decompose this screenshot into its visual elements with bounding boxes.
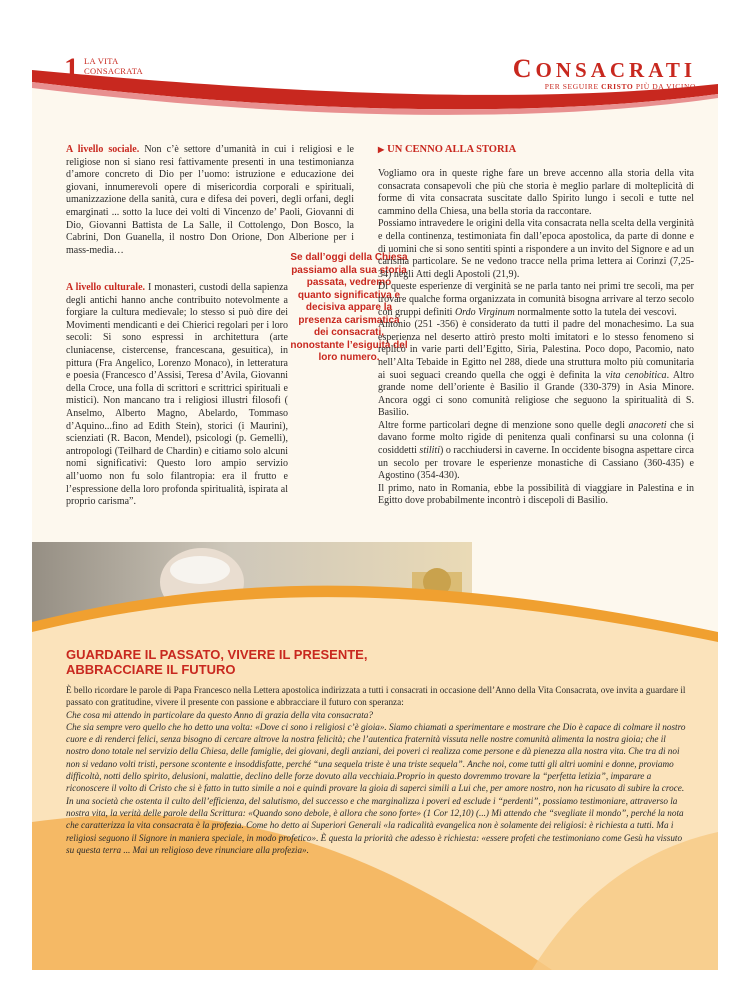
bottom-text [66, 684, 686, 856]
section-number: 1 [64, 52, 79, 85]
logo-title [513, 54, 696, 84]
history-p2: Possiamo intravedere le origini della vita consacrata nella scelta della verginità e della continenza, testimoniata fin dall’epoca apostolica, da parte di donne e di uomini che si sono sentiti spinti a rispondere a un invito del Signore e ad un carisma particolare. Se ne vedono tracce nella prima lettera ai Corinzi (7,25-34) negli Atti degli Apostoli (21,9). [378, 218, 694, 280]
history-p5-c: ) o racchiudersi in caverne. In occidente bisogna aspettare circa un secolo per trovare le esperienze monastiche di Cassiano (360-435) e Agostino (354-430). [378, 445, 694, 482]
culture-paragraph [66, 282, 288, 509]
history-p5-italic1: anacoreti [628, 419, 667, 431]
logo-title-rest: ONSACRATI [535, 58, 696, 82]
left-column-top [66, 144, 354, 257]
section-label-line2: CONSACRATA [84, 66, 143, 76]
history-p4 [378, 319, 694, 420]
bottom-question: Che cosa mi attendo in particolare da questo Anno di grazia della vita consacrata? [66, 709, 373, 720]
history-p4-b: . Altro grande nome dell’oriente è Basilio il Grande (330-379) in Asia Minore. Ancora oggi ci sono comunità religiose che seguono la spiritualità di S. Basilio. [378, 369, 694, 419]
history-p3-italic: Ordo Virginum [454, 306, 515, 318]
culture-lead: A livello culturale. [66, 282, 146, 293]
right-column [378, 168, 694, 508]
history-p5-a: Altre forme particolari degne di menzione sono quelle degli [378, 419, 629, 431]
left-column-culture [66, 282, 288, 509]
pull-quote: Se dall’oggi della Chiesa passiamo alla sua storia passata, vedremo quanto significativa e decisiva appare la presenza carismatica dei consacrati, nonostante l’esiguità del loro numero. [290, 252, 408, 363]
magazine-logo [513, 54, 696, 91]
history-p5-b: che si davano forme molto rigide di penitenza quali confinarsi su una colonna (i cosiddetti [378, 419, 694, 457]
history-p5-italic2: stiliti [419, 445, 440, 457]
history-p3 [378, 281, 694, 319]
culture-text: I monasteri, custodi della sapienza degli antichi hanno anche contribuito notevolmente a forgiare la cultura medievale; lo stesso si può dire dei Movimenti mendicanti e dei Chierici regolari per i loro secoli: Si sono espressi in architettura (arte cluniacense, cistercense, francescana, gesuitica), in pittura (Fra Angelico, Lorenzo Monaco), in letteratura e poesia (Francesco d’Assisi, Teresa d’Avila, Giovanni della Croce, una folla di scrittori e scrittrici spirituali e mistici). Non mancano tra i religiosi illustri filosofi ( Anselmo, Alberto Magno, Abelardo, Tommaso d’Aquino...fino ad Edith Stein), storici (i Maurini), scienziati (R. Bacon, Mendel), psicologi (p. Gemelli), antropologi (Teilhard de Chardin) e citiamo solo alcuni nomi significativi: Questo loro ampio servizio all’uomo non fu solo filantropia: era il frutto e l’espressione della loro profonda spiritualità, ispirata al proprio carisma”. [66, 282, 288, 508]
history-p3-a: Di queste esperienze di verginità se ne parla tanto nei primi tre secoli, ma per trovare qualche forma organizzata in comunità bisogna arrivare al terzo secolo con gruppi definiti [378, 281, 694, 318]
bottom-title [66, 647, 367, 677]
history-p6: Il primo, nato in Romania, ebbe la possibilità di viaggiare in Palestina e in Egitto dove probabilmente incontrò i discepoli di Basilio. [378, 482, 694, 507]
section-label-line1: LA VITA [84, 56, 119, 66]
history-p3-b: normalmente sotto la tutela dei vescovi. [514, 306, 677, 318]
logo-sub-bold: CRISTO [601, 82, 634, 91]
logo-sub-pre: PER SEGUIRE [544, 82, 602, 91]
bottom-intro: È bello ricordare le parole di Papa Francesco nella Lettera apostolica indirizzata a tutti i consacrati in occasione dell’Anno della Vita Consacrata, ove invita a guardare il passato con gratitudine, vivere il presente con passione e abbracciare il futuro con speranza: [66, 685, 686, 708]
history-heading [378, 144, 516, 155]
social-lead: A livello sociale. [66, 144, 140, 155]
logo-title-initial: C [512, 54, 536, 83]
arrow-right-icon: ▶ [378, 145, 385, 154]
history-p1: Vogliamo ora in queste righe fare un breve accenno alla storia della vita consacrata consapevoli che più che storia è meglio parlare di molteplicità di forme di vita consacrata suscitate dallo Spirito lungo i secoli e tutte nel cammino della Chiesa, una bella storia da raccontare. [378, 168, 694, 217]
social-text: Non c’è settore d’umanità in cui i religiosi e le religiose non si siano resi fattivamente presenti in una testimonianza d’amore concreto di Dio per l’uomo: istruzione e educazione dei giovani, innumerevoli opere di misericordia corporali e spirituali, umanizzazione della sanità, cura e difesa dei poveri, degli orfani, degli emarginati ... sotto la luce dei volti di Vincenzo de’ Paoli, Giovanni di Dio, Giovanni Battista de La Salle, il Cottolengo, Don Bosco, la Cabrini, Don Guanella, il nostro Don Orione, Don Alberione per i mass-media… [66, 144, 354, 256]
bottom-title-line1: GUARDARE IL PASSATO, VIVERE IL PRESENTE, [66, 647, 368, 662]
social-paragraph [66, 144, 354, 257]
history-p4-a: Antonio (251 -356) è considerato da tutti il padre del monachesimo. La sua esperienza nel deserto attirò presto molti imitatori e lo stesso fenomeno si replicò in varie parti dell’Egitto, Siria, Palestina. Poco dopo, Pacomio, nato nell’Alta Tebaide in Egitto nel 288, diede una struttura molto più comunitaria ai suoi seguaci creando quella che oggi è definita la [378, 319, 694, 381]
bottom-title-line2: ABBRACCIARE IL FUTURO [66, 662, 236, 677]
section-label [84, 56, 143, 76]
magazine-page [32, 32, 718, 970]
history-p4-italic: vita cenobitica [605, 369, 667, 381]
history-heading-text: UN CENNO ALLA STORIA [387, 144, 517, 155]
bottom-quote: Che sia sempre vero quello che ho detto una volta: «Dove ci sono i religiosi c’è gioia». Siamo chiamati a sperimentare e mostrare che Dio è capace di colmare il nostro cuore e di renderci felici, senza bisogno di cercare altrove la nostra felicità; che l’autentica fraternità vissuta nelle nostre comunità alimenta la nostra gioia; che il nostro dono totale nel servizio della Chiesa, delle famiglie, dei giovani, degli anziani, dei poveri ci realizza come persone e dà pienezza alla nostra vita. Che tra di noi non si vedano volti tristi, persone scontente e insoddisfatte, perché “una sequela triste è una triste sequela”. Anche noi, come tutti gli altri uomini e donne, proviamo difficoltà, notti dello spirito, delusioni, malattie, declino delle forze dovuto alla vecchiaia.Proprio in questo dovremmo trovare la “perfetta letizia”, imparare a riconoscere il volto di Cristo che si è fatto in tutto simile a noi e quindi provare la gioia di saperci simili a Lui che, per amore nostro, non ha ricusato di subire la croce. In una società che ostenta il culto dell’efficienza, del salutismo, del successo e che marginalizza i poveri ed esclude i “perdenti”, possiamo testimoniare, attraverso la nostra vita, la verità delle parole della Scrittura: «Quando sono debole, è allora che sono forte» (1 Cor 12,10) (...) Mi attendo che “svegliate il mondo”, perché la nota che caratterizza la vita consacrata è la profezia. Come ho detto ai Superiori Generali «la radicalità evangelica non è solamente dei religiosi: è richiesta a tutti. Ma i religiosi seguono il Signore in maniera speciale, in modo profetico». È questa la priorità che adesso è richiesta: «essere profeti che testimoniano come Gesù ha vissuto su questa terra ... Mai un religioso deve rinunciare alla profezia». [66, 721, 686, 855]
logo-sub-post: PIÙ DA VICINO [633, 82, 696, 91]
history-p5 [378, 420, 694, 483]
